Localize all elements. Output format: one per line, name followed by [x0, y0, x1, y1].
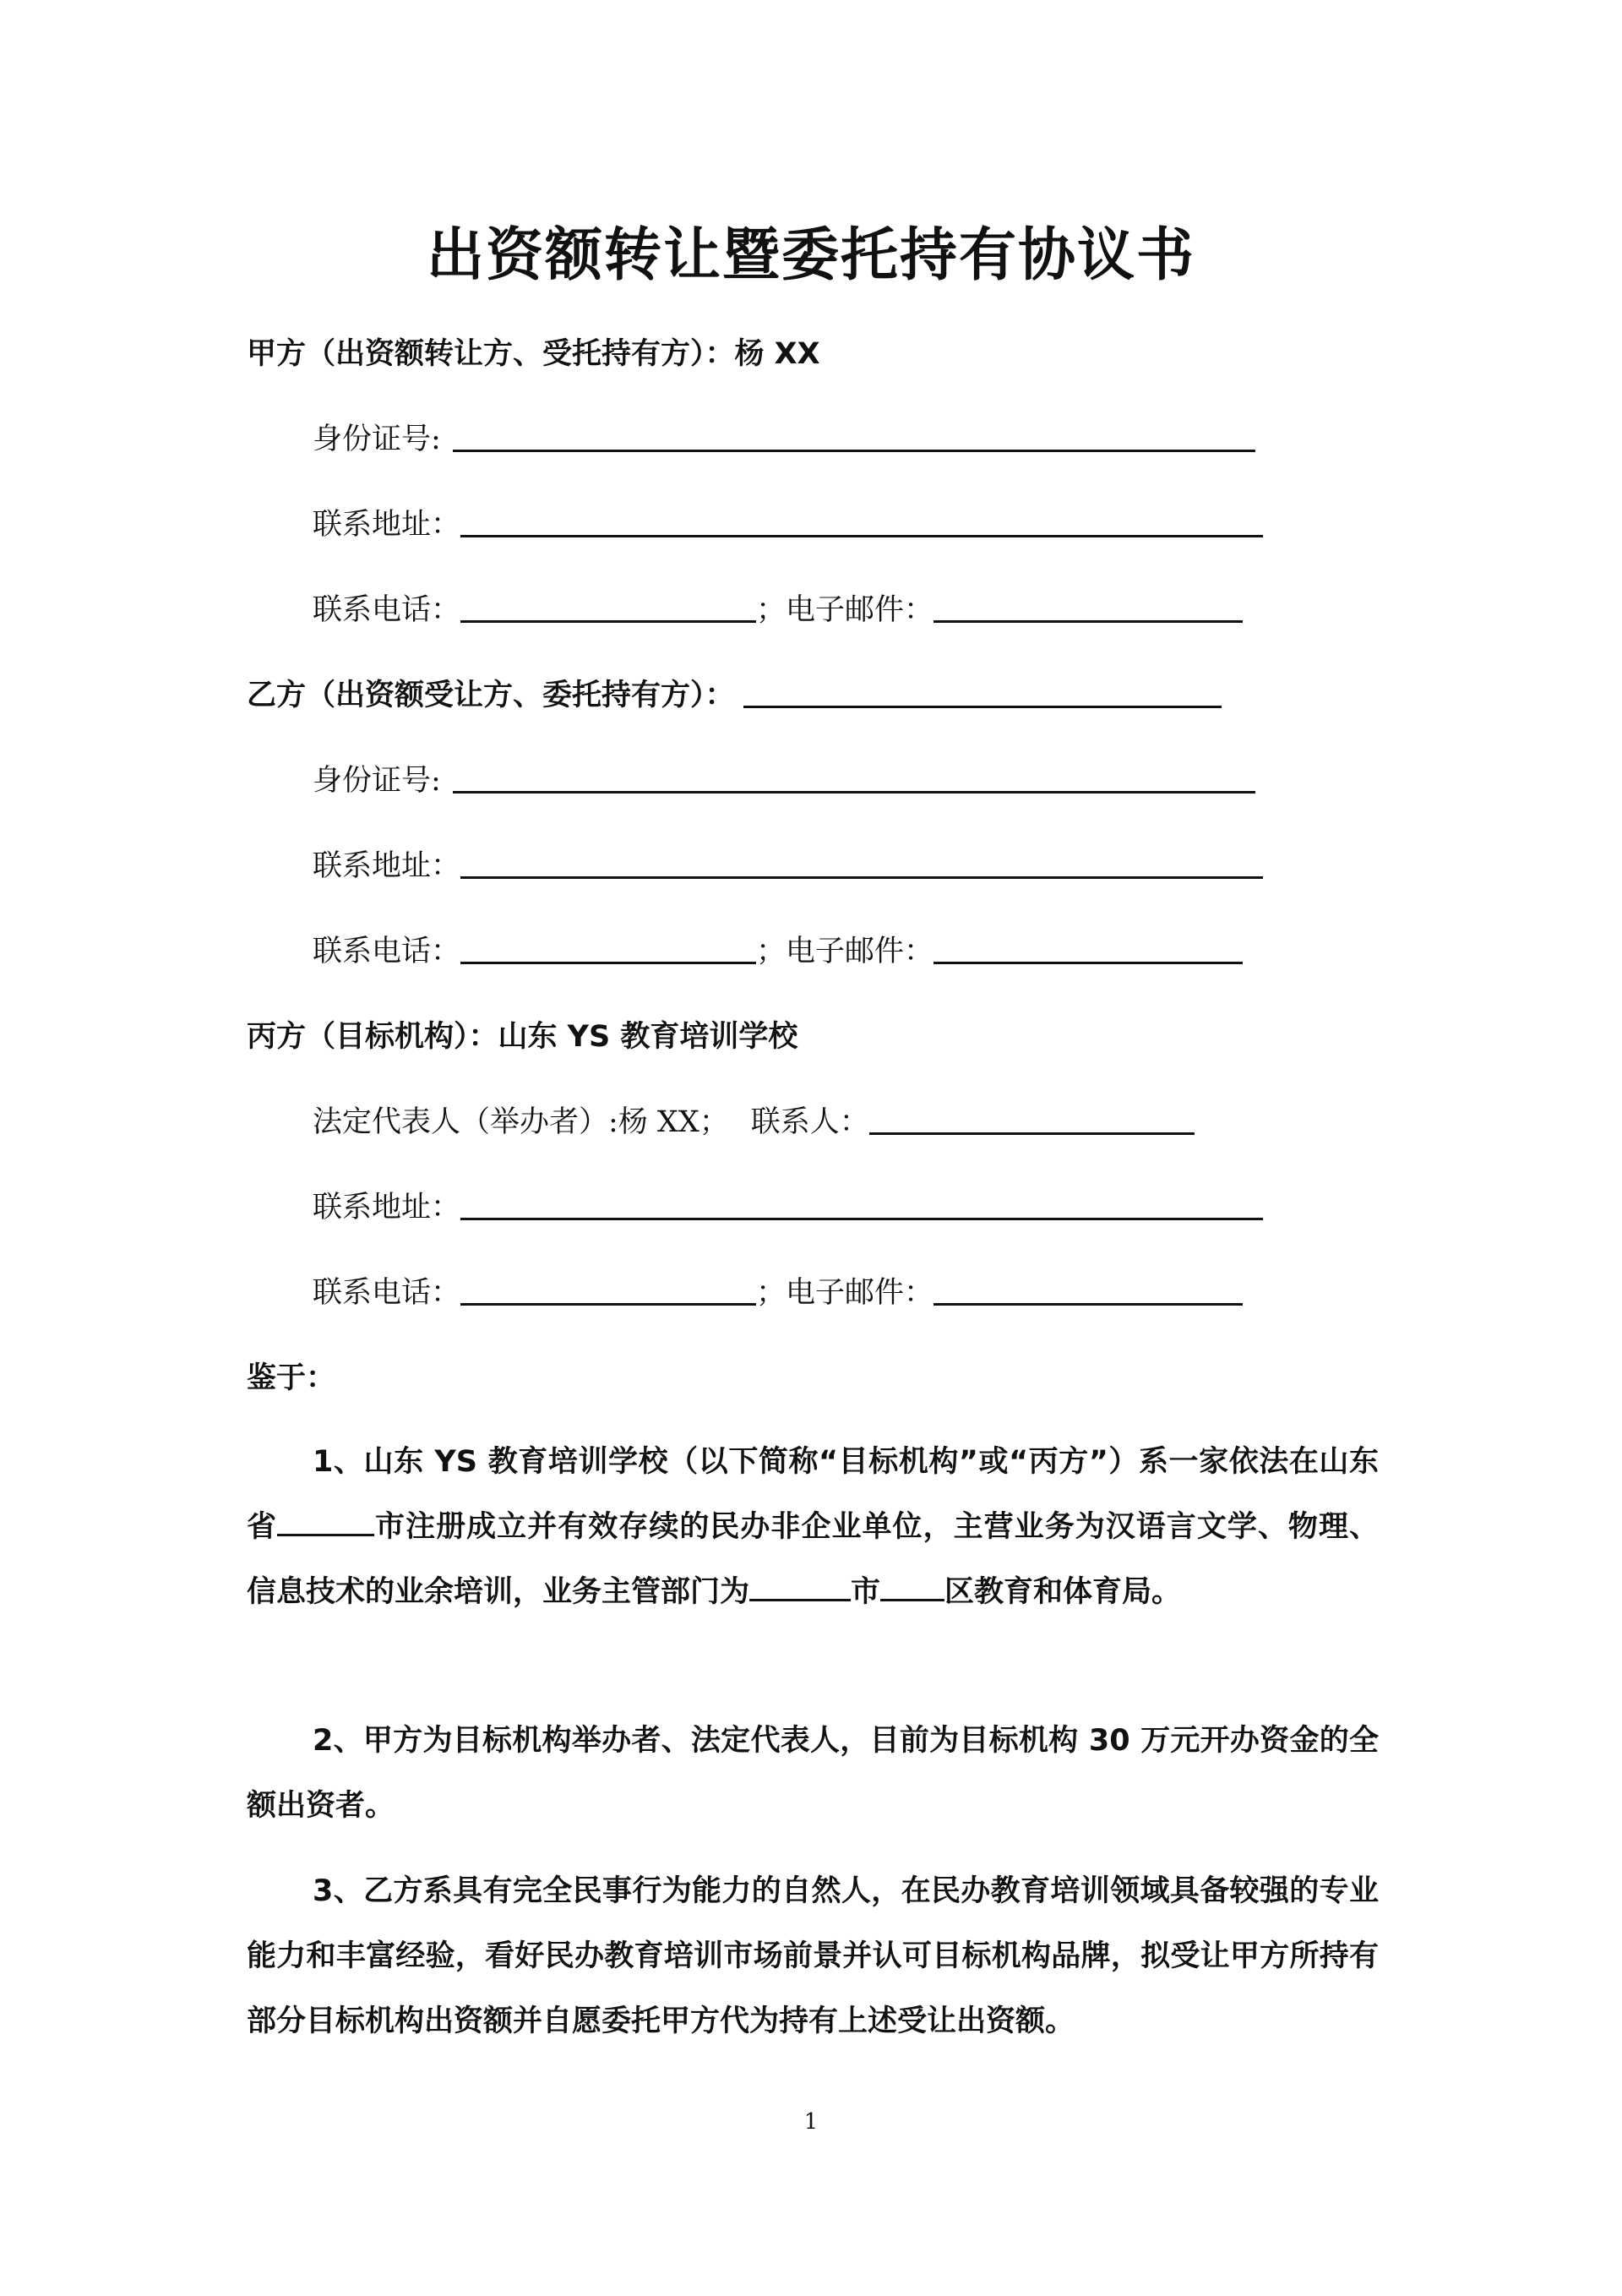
party-c-address-row [313, 1190, 1263, 1225]
party-b-name-blank[interactable] [743, 705, 1222, 708]
party-c-rep-label: 法定代表人（举办者）:杨 XX； [313, 1105, 729, 1139]
party-b-phone-label: 联系电话： [313, 935, 461, 968]
party-a-address-blank[interactable] [460, 534, 1263, 537]
party-a-address-row [313, 507, 1263, 543]
whereas-heading [247, 1361, 335, 1396]
clause-1-part-2: 市注册成立并有效存续的民办非企业单位，主营业务为汉语言文学、物理、信息技术的业余培训，业务主管部门为 [247, 1510, 1379, 1609]
document-title: 出资额转让暨委托持有协议书 [426, 222, 1195, 289]
party-c-phone-blank[interactable] [460, 1302, 756, 1306]
party-a-email-label: ；电子邮件： [756, 593, 934, 627]
party-a-phone-blank[interactable] [460, 619, 756, 623]
party-b-email-label: ；电子邮件： [756, 935, 934, 968]
party-b-address-blank[interactable] [460, 875, 1263, 879]
page-number: 1 [803, 2109, 819, 2135]
clause-1-part-1: 1、山东 YS 教育培训学校（以下简称“目标机构”或“丙方”）系一家依法在山东省 [247, 1445, 1379, 1544]
clause-2-text: 2、甲方为目标机构举办者、法定代表人，目前为目标机构 30 万元开办资金的全额出资者。 [247, 1724, 1379, 1823]
party-a-heading [247, 336, 820, 372]
clause-1-part-4: 区教育和体育局。 [944, 1575, 1182, 1609]
party-a-address-label: 联系地址： [313, 508, 461, 542]
party-b-id-label: 身份证号: [313, 764, 441, 798]
party-a-phone-row [313, 592, 1243, 628]
party-b-id-blank[interactable] [453, 790, 1255, 794]
district-blank[interactable] [880, 1598, 944, 1601]
clause-3 [247, 1859, 1379, 2054]
party-a-id-blank[interactable] [453, 449, 1255, 452]
party-a-id-label: 身份证号: [313, 423, 441, 456]
party-c-address-label: 联系地址： [313, 1191, 461, 1224]
party-c-contact-blank[interactable] [869, 1132, 1195, 1135]
party-b-id-row [313, 763, 1255, 799]
party-c-address-blank[interactable] [460, 1217, 1263, 1220]
city-blank-2[interactable] [749, 1598, 851, 1601]
party-c-heading [247, 1019, 797, 1055]
party-c-email-blank[interactable] [933, 1302, 1243, 1306]
party-c-phone-row [313, 1275, 1243, 1311]
party-b-phone-row [313, 934, 1243, 969]
party-b-heading [247, 678, 1222, 713]
party-a-phone-label: 联系电话： [313, 593, 461, 627]
party-a-heading-text: 甲方（出资额转让方、受托持有方）：杨 XX [247, 337, 820, 371]
party-a-id-row [313, 422, 1255, 457]
party-c-rep-row [313, 1104, 1195, 1140]
party-c-phone-label: 联系电话： [313, 1276, 461, 1310]
party-a-email-blank[interactable] [933, 619, 1243, 623]
clause-3-text: 3、乙方系具有完全民事行为能力的自然人，在民办教育培训领域具备较强的专业能力和丰富经验，看好民办教育培训市场前景并认可目标机构品牌，拟受让甲方所持有部分目标机构出资额并自愿委托甲方代为持有上述受让出资额。 [247, 1874, 1379, 2038]
party-b-address-row [313, 848, 1263, 884]
party-b-email-blank[interactable] [933, 961, 1243, 964]
whereas-text: 鉴于： [247, 1361, 336, 1395]
party-c-contact-label: 联系人： [750, 1105, 869, 1139]
party-b-heading-text: 乙方（出资额受让方、委托持有方）： [247, 679, 735, 712]
city-blank-1[interactable] [277, 1533, 374, 1536]
party-c-email-label: ；电子邮件： [756, 1276, 934, 1310]
party-b-address-label: 联系地址： [313, 849, 461, 883]
clause-1-part-3: 市 [851, 1575, 881, 1609]
clause-2 [247, 1709, 1379, 1839]
party-b-phone-blank[interactable] [460, 961, 756, 964]
clause-1 [247, 1430, 1379, 1625]
party-c-heading-text: 丙方（目标机构）：山东 YS 教育培训学校 [247, 1020, 798, 1054]
